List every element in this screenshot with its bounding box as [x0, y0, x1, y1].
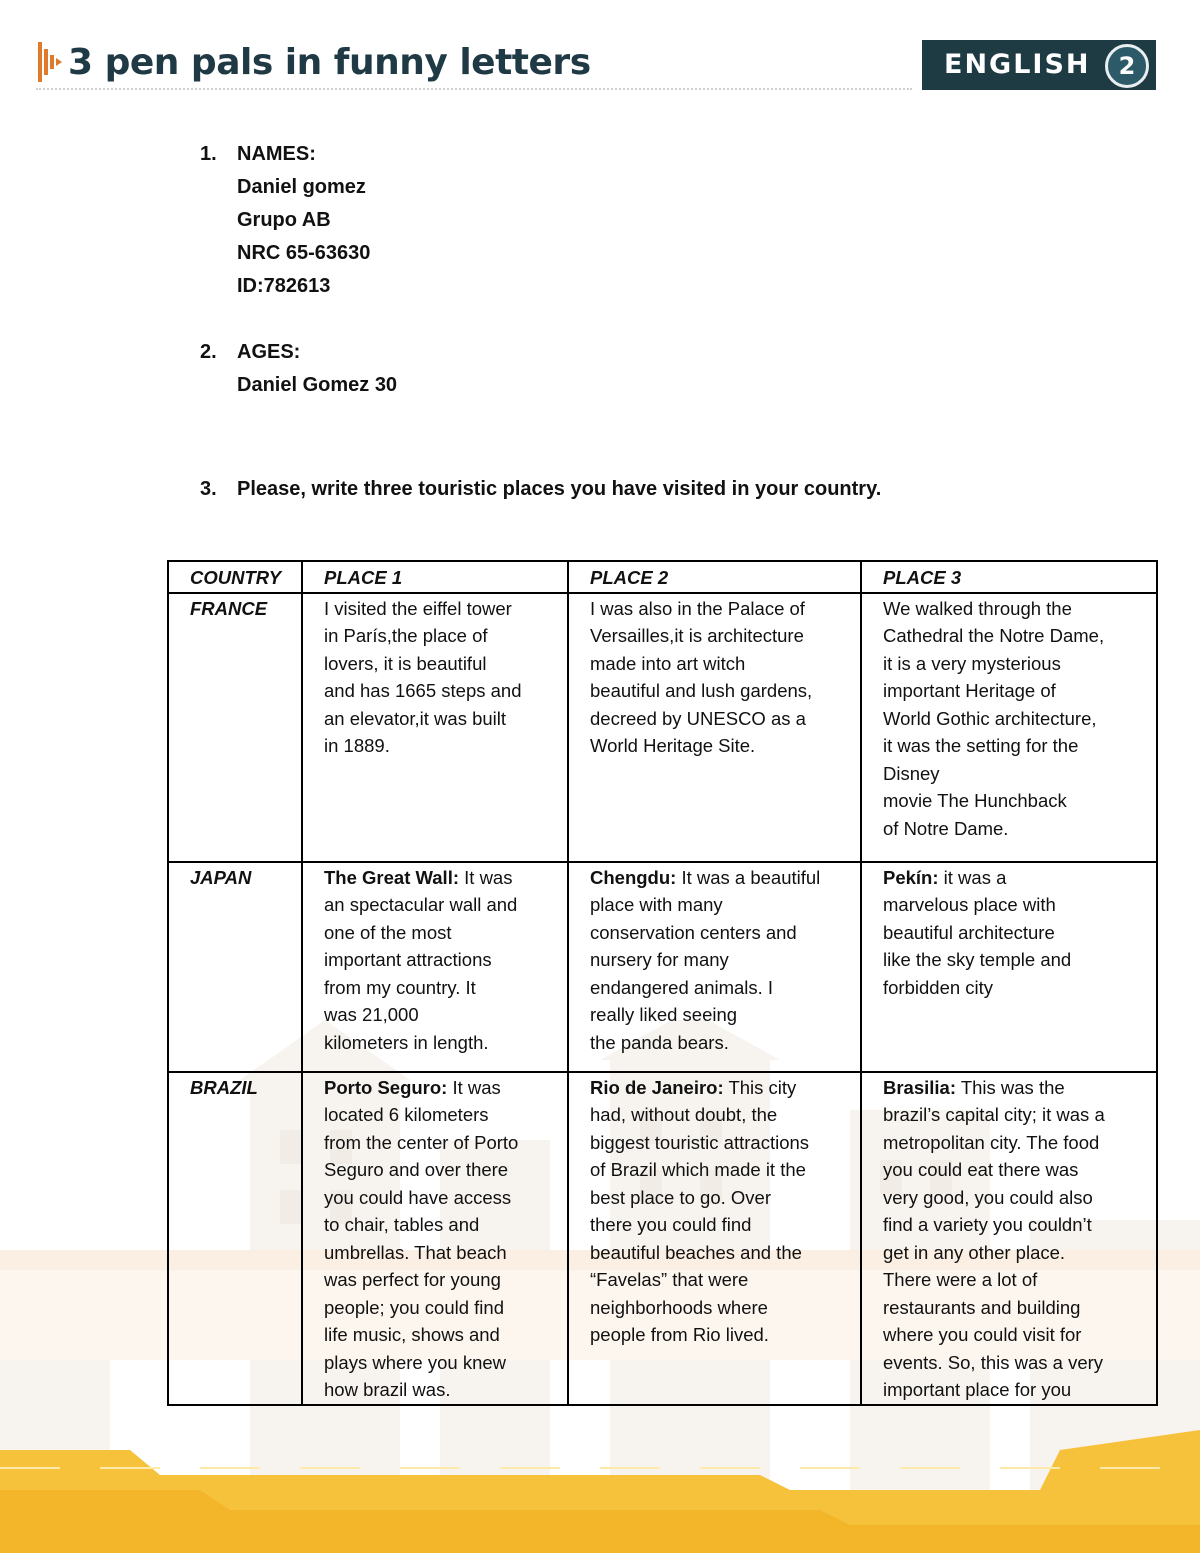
- cell-line: from my country. It: [324, 976, 476, 998]
- cell-line: forbidden city: [883, 976, 994, 998]
- student-name: Daniel gomez: [237, 176, 366, 198]
- header-place-1: PLACE 1: [302, 561, 568, 593]
- place-cell: [568, 862, 861, 1072]
- group: Grupo AB: [237, 209, 331, 231]
- cell-line: of Notre Dame.: [883, 817, 1009, 839]
- ages-label: AGES:: [237, 341, 301, 363]
- cell-line: marvelous place with: [883, 894, 1056, 915]
- cell-line: biggest touristic attractions: [590, 1131, 810, 1153]
- header-title-group: [36, 40, 591, 84]
- names-label: NAMES:: [237, 143, 316, 165]
- cell-line: where you could visit for: [883, 1324, 1082, 1345]
- place-name: Porto Seguro:: [324, 1076, 448, 1098]
- pen-pals-logo-icon: [36, 40, 62, 84]
- cell-line: decreed by UNESCO as a: [590, 707, 806, 729]
- question-number: 1.: [200, 143, 217, 165]
- cell-line: [883, 1074, 1148, 1102]
- cell-line: World Gothic architecture,: [883, 707, 1097, 729]
- country-cell: FRANCE: [168, 593, 302, 862]
- title-divider: [36, 88, 912, 90]
- page-title: 3 pen pals in funny letters: [68, 41, 591, 83]
- cell-line: people; you could find: [324, 1296, 504, 1318]
- cell-line: lovers, it is beautiful: [324, 652, 487, 674]
- place-cell: [861, 862, 1157, 1072]
- cell-line: was perfect for young: [324, 1269, 501, 1290]
- header-place-3: PLACE 3: [861, 561, 1157, 593]
- cell-line: really liked seeing: [590, 1004, 738, 1025]
- country-cell: JAPAN: [168, 862, 302, 1072]
- country-cell: BRAZIL: [168, 1072, 302, 1405]
- cell-line: in París,the place of: [324, 625, 488, 646]
- cell-line: of Brazil which made it the: [590, 1159, 806, 1180]
- place-cell: [302, 1072, 568, 1405]
- cell-text: it was a: [938, 866, 1007, 888]
- place-name: Pekín:: [883, 866, 939, 888]
- place-name: Chengdu:: [590, 866, 677, 888]
- place-name: Rio de Janeiro:: [590, 1076, 724, 1098]
- cell-line: like the sky temple and: [883, 949, 1072, 970]
- place-name: Brasilia:: [883, 1076, 957, 1098]
- cell-line: find a variety you couldn’t: [883, 1214, 1092, 1235]
- cell-line: an elevator,it was built: [324, 707, 507, 729]
- cell-line: I was also in the Palace of: [590, 597, 805, 619]
- cell-text: This was the: [956, 1076, 1065, 1098]
- cell-line: [590, 1074, 852, 1102]
- cell-line: best place to go. Over: [590, 1186, 771, 1208]
- cell-line: important Heritage of: [883, 680, 1056, 701]
- question-number: 2.: [200, 341, 217, 363]
- cell-line: place with many: [590, 894, 723, 915]
- cell-line: endangered animals. I: [590, 976, 774, 998]
- table-header-row: [168, 561, 1157, 593]
- cell-line: located 6 kilometers: [324, 1104, 489, 1125]
- cell-line: We walked through the: [883, 597, 1072, 619]
- cell-text: It was: [447, 1076, 501, 1098]
- question-number: 3.: [200, 478, 217, 500]
- cell-line: Seguro and over there: [324, 1159, 509, 1180]
- cell-line: [883, 864, 1148, 892]
- cell-line: and has 1665 steps and: [324, 680, 522, 701]
- cell-line: was 21,000: [324, 1004, 419, 1025]
- cell-line: life music, shows and: [324, 1324, 500, 1345]
- cell-line: from the center of Porto: [324, 1131, 519, 1153]
- age-value: Daniel Gomez 30: [237, 374, 398, 396]
- cell-line: kilometers in length.: [324, 1031, 489, 1053]
- cell-line: important place for you: [883, 1379, 1072, 1400]
- cell-line: “Favelas” that were: [590, 1269, 749, 1290]
- cell-line: to chair, tables and: [324, 1214, 480, 1235]
- cell-line: [324, 864, 559, 892]
- cell-line: Disney: [883, 762, 940, 784]
- cell-line: events. So, this was a very: [883, 1351, 1104, 1373]
- cell-line: restaurants and building: [883, 1296, 1081, 1318]
- cell-line: movie The Hunchback: [883, 790, 1067, 811]
- cell-line: nursery for many: [590, 949, 729, 970]
- table-row: [168, 593, 1157, 862]
- cell-line: in 1889.: [324, 735, 390, 756]
- cell-text: It was: [459, 866, 513, 888]
- cell-line: I visited the eiffel tower: [324, 597, 512, 619]
- question-3-prompt: Please, write three touristic places you have visited in your country.: [237, 478, 882, 500]
- cell-line: neighborhoods where: [590, 1296, 768, 1318]
- cell-line: There were a lot of: [883, 1269, 1038, 1290]
- cell-line: the panda bears.: [590, 1031, 729, 1053]
- cell-line: Cathedral the Notre Dame,: [883, 625, 1105, 646]
- cell-line: important attractions: [324, 949, 492, 970]
- cell-line: you could have access: [324, 1186, 512, 1208]
- cell-text: It was a beautiful: [676, 866, 821, 888]
- cell-line: one of the most: [324, 921, 452, 943]
- cell-line: it was the setting for the: [883, 735, 1079, 756]
- nrc: NRC 65-63630: [237, 242, 371, 264]
- badge-number: 2: [1105, 44, 1149, 88]
- cell-line: conservation centers and: [590, 921, 797, 943]
- cell-line: beautiful beaches and the: [590, 1241, 802, 1263]
- cell-line: there you could find: [590, 1214, 752, 1235]
- cell-line: had, without doubt, the: [590, 1104, 778, 1125]
- table-row: [168, 1072, 1157, 1405]
- cell-line: people from Rio lived.: [590, 1324, 769, 1345]
- cell-line: plays where you knew: [324, 1351, 507, 1373]
- cell-text: This city: [723, 1076, 797, 1098]
- cell-line: brazil’s capital city; it was a: [883, 1104, 1105, 1125]
- cell-line: an spectacular wall and: [324, 894, 518, 915]
- header-country: COUNTRY: [168, 561, 302, 593]
- place-name: The Great Wall:: [324, 866, 460, 888]
- cell-line: metropolitan city. The food: [883, 1131, 1100, 1153]
- cell-line: how brazil was.: [324, 1379, 451, 1400]
- cell-line: it is a very mysterious: [883, 652, 1061, 674]
- english-level-badge: [922, 40, 1156, 90]
- cell-line: umbrellas. That beach: [324, 1241, 507, 1263]
- place-cell: [302, 593, 568, 862]
- touristic-places-table: [167, 560, 1158, 1406]
- place-cell: [861, 1072, 1157, 1405]
- cell-line: you could eat there was: [883, 1159, 1079, 1180]
- place-cell: [568, 593, 861, 862]
- place-cell: [861, 593, 1157, 862]
- badge-label: ENGLISH: [944, 49, 1091, 80]
- cell-line: very good, you could also: [883, 1186, 1093, 1208]
- cell-line: World Heritage Site.: [590, 735, 756, 756]
- student-id: ID:782613: [237, 275, 331, 297]
- cell-line: get in any other place.: [883, 1241, 1066, 1263]
- cell-line: [324, 1074, 559, 1102]
- table-row: [168, 862, 1157, 1072]
- cell-line: made into art witch: [590, 652, 746, 674]
- place-cell: [568, 1072, 861, 1405]
- cell-line: beautiful and lush gardens,: [590, 680, 813, 701]
- place-cell: [302, 862, 568, 1072]
- header-place-2: PLACE 2: [568, 561, 861, 593]
- cell-line: beautiful architecture: [883, 921, 1055, 943]
- cell-line: Versailles,it is architecture: [590, 625, 804, 646]
- cell-line: [590, 864, 852, 892]
